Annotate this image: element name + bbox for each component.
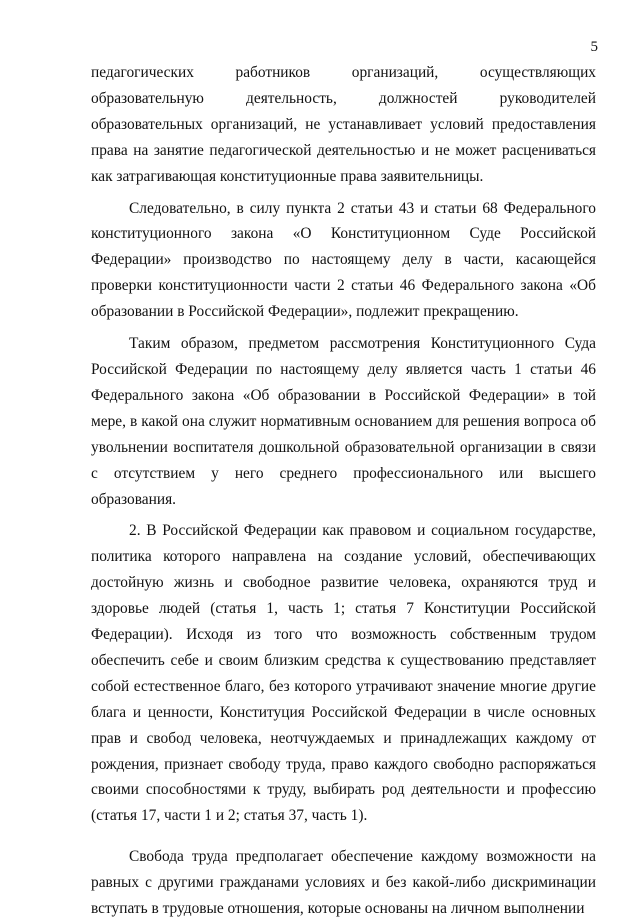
document-body xyxy=(91,60,596,922)
paragraph: Свобода труда предполагает обеспечение каждому возможности на равных с другими гражданами условиях и без какой-либо дискриминации вступать в трудовые отношения, которые основаны на личном выполнении xyxy=(91,848,596,918)
paragraph-continued: педагогических работников организаций, осуществляющих образовательную деятельность, должностей руководителей образовательных организаций, не устанавливает условий предоставления права на занятие педагогической деятельностью и не может расцениваться как затрагивающая конституционные права заявительницы. xyxy=(91,64,596,185)
paragraph: Следовательно, в силу пункта 2 статьи 43 и статьи 68 Федерального конституционного закона «О Конституционном Суде Российской Федерации» производство по настоящему делу в части, касающейся проверки конституционности части 2 статьи 46 Федерального закона «Об образовании в Российской Федерации», подлежит прекращению. xyxy=(91,199,596,321)
paragraph: Таким образом, предметом рассмотрения Конституционного Суда Российской Федерации по настоящему делу является часть 1 статьи 46 Федерального закона «Об образовании в Российской Федерации» в той мере, в какой она служит нормативным основанием для решения вопроса об увольнении воспитателя дошкольной образовательной организации в связи с отсутствием у него среднего профессионального или высшего образования. xyxy=(91,335,596,508)
paragraph: 2. В Российской Федерации как правовом и социальном государстве, политика которого направлена на создание условий, обеспечивающих достойную жизнь и свободное развитие человека, охраняются труд и здоровье людей (статья 1, часть 1; статья 7 Конституции Российской Федерации). Исходя из того что возможность собственным трудом обеспечить себе и своим близким средства к существованию представляет собой естественное благо, без которого утрачивают значение многие другие блага и ценности, Конституция Российской Федерации в числе основных прав и свобод человека, неотчуждаемых и принадлежащих каждому от рождения, признает свободу труда, право каждого свободно распоряжаться своими способностями к труду, выбирать род деятельности и профессию (статья 17, части 1 и 2; статья 37, часть 1). xyxy=(91,522,596,825)
page-number: 5 xyxy=(590,39,598,55)
